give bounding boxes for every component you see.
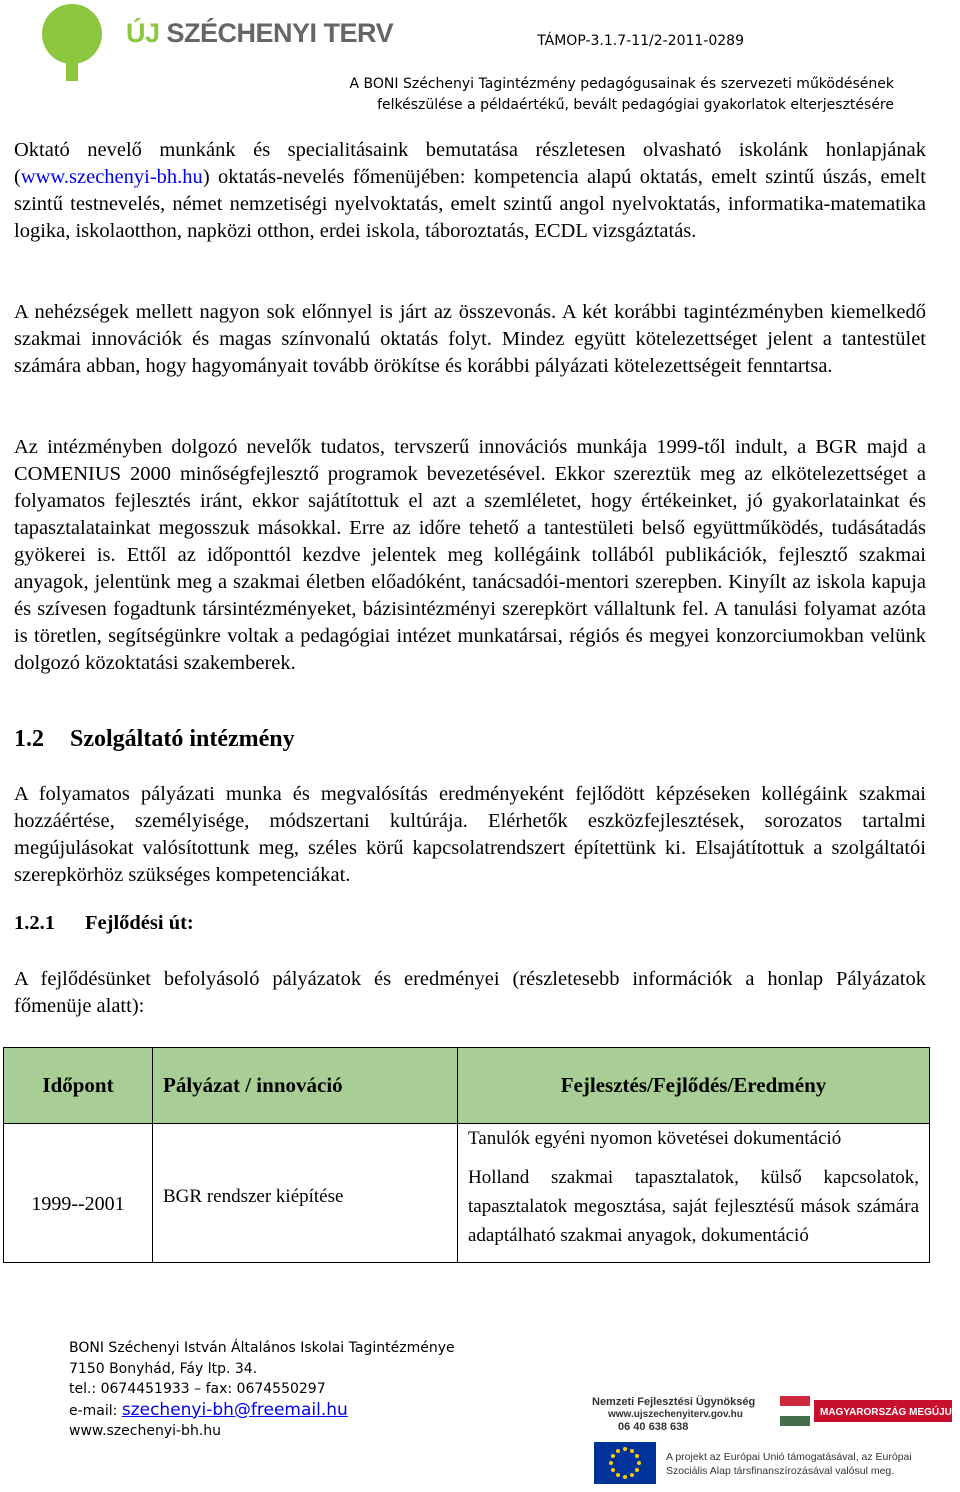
logo-uj: ÚJ <box>126 18 160 48</box>
eu-funding-logo <box>588 1392 956 1488</box>
table-row <box>4 1124 930 1263</box>
website-link[interactable]: www.szechenyi-bh.hu <box>20 166 203 188</box>
cell-project: BGR rendszer kiépítése <box>153 1124 458 1263</box>
development-table <box>3 1047 930 1263</box>
footer-email-label: e-mail: <box>69 1402 122 1419</box>
project-code: TÁMOP-3.1.7-11/2-2011-0289 <box>537 33 744 49</box>
footer-email-link[interactable]: szechenyi-bh@freemail.hu <box>121 1399 348 1420</box>
para1-before: Oktató nevelő munkánk és specialitásaink bemutatása részletesen olvasható iskolánk honlapjának ( <box>14 139 926 188</box>
column-header-project: Pályázat / innováció <box>153 1048 458 1124</box>
logo-wordmark <box>126 18 393 49</box>
eu-text-line1: A projekt az Európai Unió támogatásával, az Európai <box>666 1451 912 1463</box>
column-header-result: Fejlesztés/Fejlődés/Eredmény <box>458 1048 930 1124</box>
header-subtitle-line1: A BONI Széchenyi Tagintézmény pedagógusainak és szervezeti működésének <box>349 76 894 92</box>
section-heading-1-2-1 <box>14 912 194 935</box>
header-subtitle <box>194 74 894 116</box>
section-title: Szolgáltató intézmény <box>70 726 295 752</box>
agency-name: Nemzeti Fejlesztési Ügynökség <box>592 1396 756 1408</box>
footer-institution: BONI Széchenyi István Általános Iskolai Tagintézménye <box>69 1340 455 1356</box>
footer-address: 7150 Bonyhád, Fáy ltp. 34. <box>69 1360 258 1377</box>
footer-website[interactable]: www.szechenyi-bh.hu <box>69 1423 222 1439</box>
column-header-date: Időpont <box>4 1048 153 1124</box>
footer-phone: tel.: 0674451933 – fax: 0674550297 <box>69 1381 326 1397</box>
cell-result <box>458 1124 930 1263</box>
subsection-title: Fejlődési út: <box>85 912 194 934</box>
paragraph-innovation: Az intézményben dolgozó nevelők tudatos, tervszerű innovációs munkája 1999-től indult, a BGR majd a COMENIUS 2000 minőségfejlesztő programok bevezetésével. Ekkor szereztük meg az elkötelezettséget a folyamatos fejlesztés iránt, ekkor sajátítottuk el azt a szemléletet, hogy értékeinket, jó gyakorlatainkat és tapasztalatainkat megosszuk másokkal. Erre az időre tehető a tantestületi belső együttműködés, tudásátadás gyökerei is. Ettől az időponttól kezdve jelentek meg kollégáink tollából publikációk, fejlesztő szakmai anyagok, jelentünk meg a szakmai életben előadóként, tanácsadói-mentori szerepben. Kinyílt az iskola kapuja és szívesen fogadtunk társintézményeket, bázisintézményi szerepkört vállaltunk fel. A tanulási folyamat azóta is töretlen, segítségünkre voltak a pedagógiai intézet munkatársai, régiós és megyei konzorciumokban velünk dolgozó közoktatási szakemberek. <box>14 436 926 674</box>
section-heading-1-2 <box>14 726 295 753</box>
paragraph-specialties <box>14 137 926 245</box>
paragraph-service: A folyamatos pályázati munka és megvalósítás eredményeként fejlődött képzéseken kollégáink szakmai hozzáértése, személyisége, módszertani kultúrája. Elérhetők eszközfejlesztések, sorozatos tartalmi megújulásokat valósítottunk meg, széles körű kapcsolatrendszert építettünk ki. Elsajátítottuk a szolgáltatói szerepkörhöz szükséges kompetenciákat. <box>14 783 926 886</box>
section-number: 1.2 <box>14 726 44 752</box>
agency-url: www.ujszechenyiterv.gov.hu <box>608 1409 743 1420</box>
footer-email-row <box>69 1400 455 1422</box>
eu-text-line2: Szociális Alap társfinanszírozásával valósul meg. <box>666 1465 895 1477</box>
hungarian-flag-icon <box>780 1396 810 1426</box>
subsection-number: 1.2.1 <box>14 912 55 934</box>
eu-flag-icon <box>594 1442 656 1484</box>
agency-phone: 06 40 638 638 <box>618 1421 689 1433</box>
result-line-2: Holland szakmai tapasztalatok, külső kapcsolatok, tapasztalatok megosztása, saját fejlesztésű mások számára adaptálható szakmai anyagok, dokumentáció <box>468 1167 919 1246</box>
header-subtitle-line2: felkészülése a példaértékű, bevált pedagógiai gyakorlatok elterjesztésére <box>377 97 894 113</box>
footer-contact <box>69 1338 455 1442</box>
country-badge-text: MAGYARORSZÁG MEGÚJUL <box>820 1407 956 1418</box>
cell-date: 1999--2001 <box>4 1124 153 1263</box>
paragraph-merger: A nehézségek mellett nagyon sok előnnyel is járt az összevonás. A két korábbi tagintézményben kiemelkedő szakmai innovációk és magas színvonalú oktatás folyt. Mindez együtt kötelezettséget jelent a tantestület számára abban, hogy hagyományait tovább örökítse és korábbi pályázati kötelezettségeit fenntartsa. <box>14 301 926 377</box>
paragraph-development: A fejlődésünket befolyásoló pályázatok és eredményei (részletesebb információk a honlap Pályázatok főmenüje alatt): <box>14 968 926 1017</box>
result-line-1: Tanulók egyéni nyomon követései dokumentáció <box>468 1128 842 1149</box>
szechenyi-terv-logo <box>28 2 394 82</box>
para1-after: ) oktatás-nevelés főmenüjében: kompetencia alapú oktatás, emelt szintű úszás, emelt szintű testnevelés, német nemzetiségi nyelvoktatás, emelt szintű angol nyelvoktatás, informatika-matematika logika, iskolaotthon, napközi otthon, erdei iskola, táboroztatás, ECDL vizsgáztatás. <box>14 166 926 242</box>
table-header-row <box>4 1048 930 1124</box>
logo-name: SZÉCHENYI TERV <box>166 18 394 48</box>
